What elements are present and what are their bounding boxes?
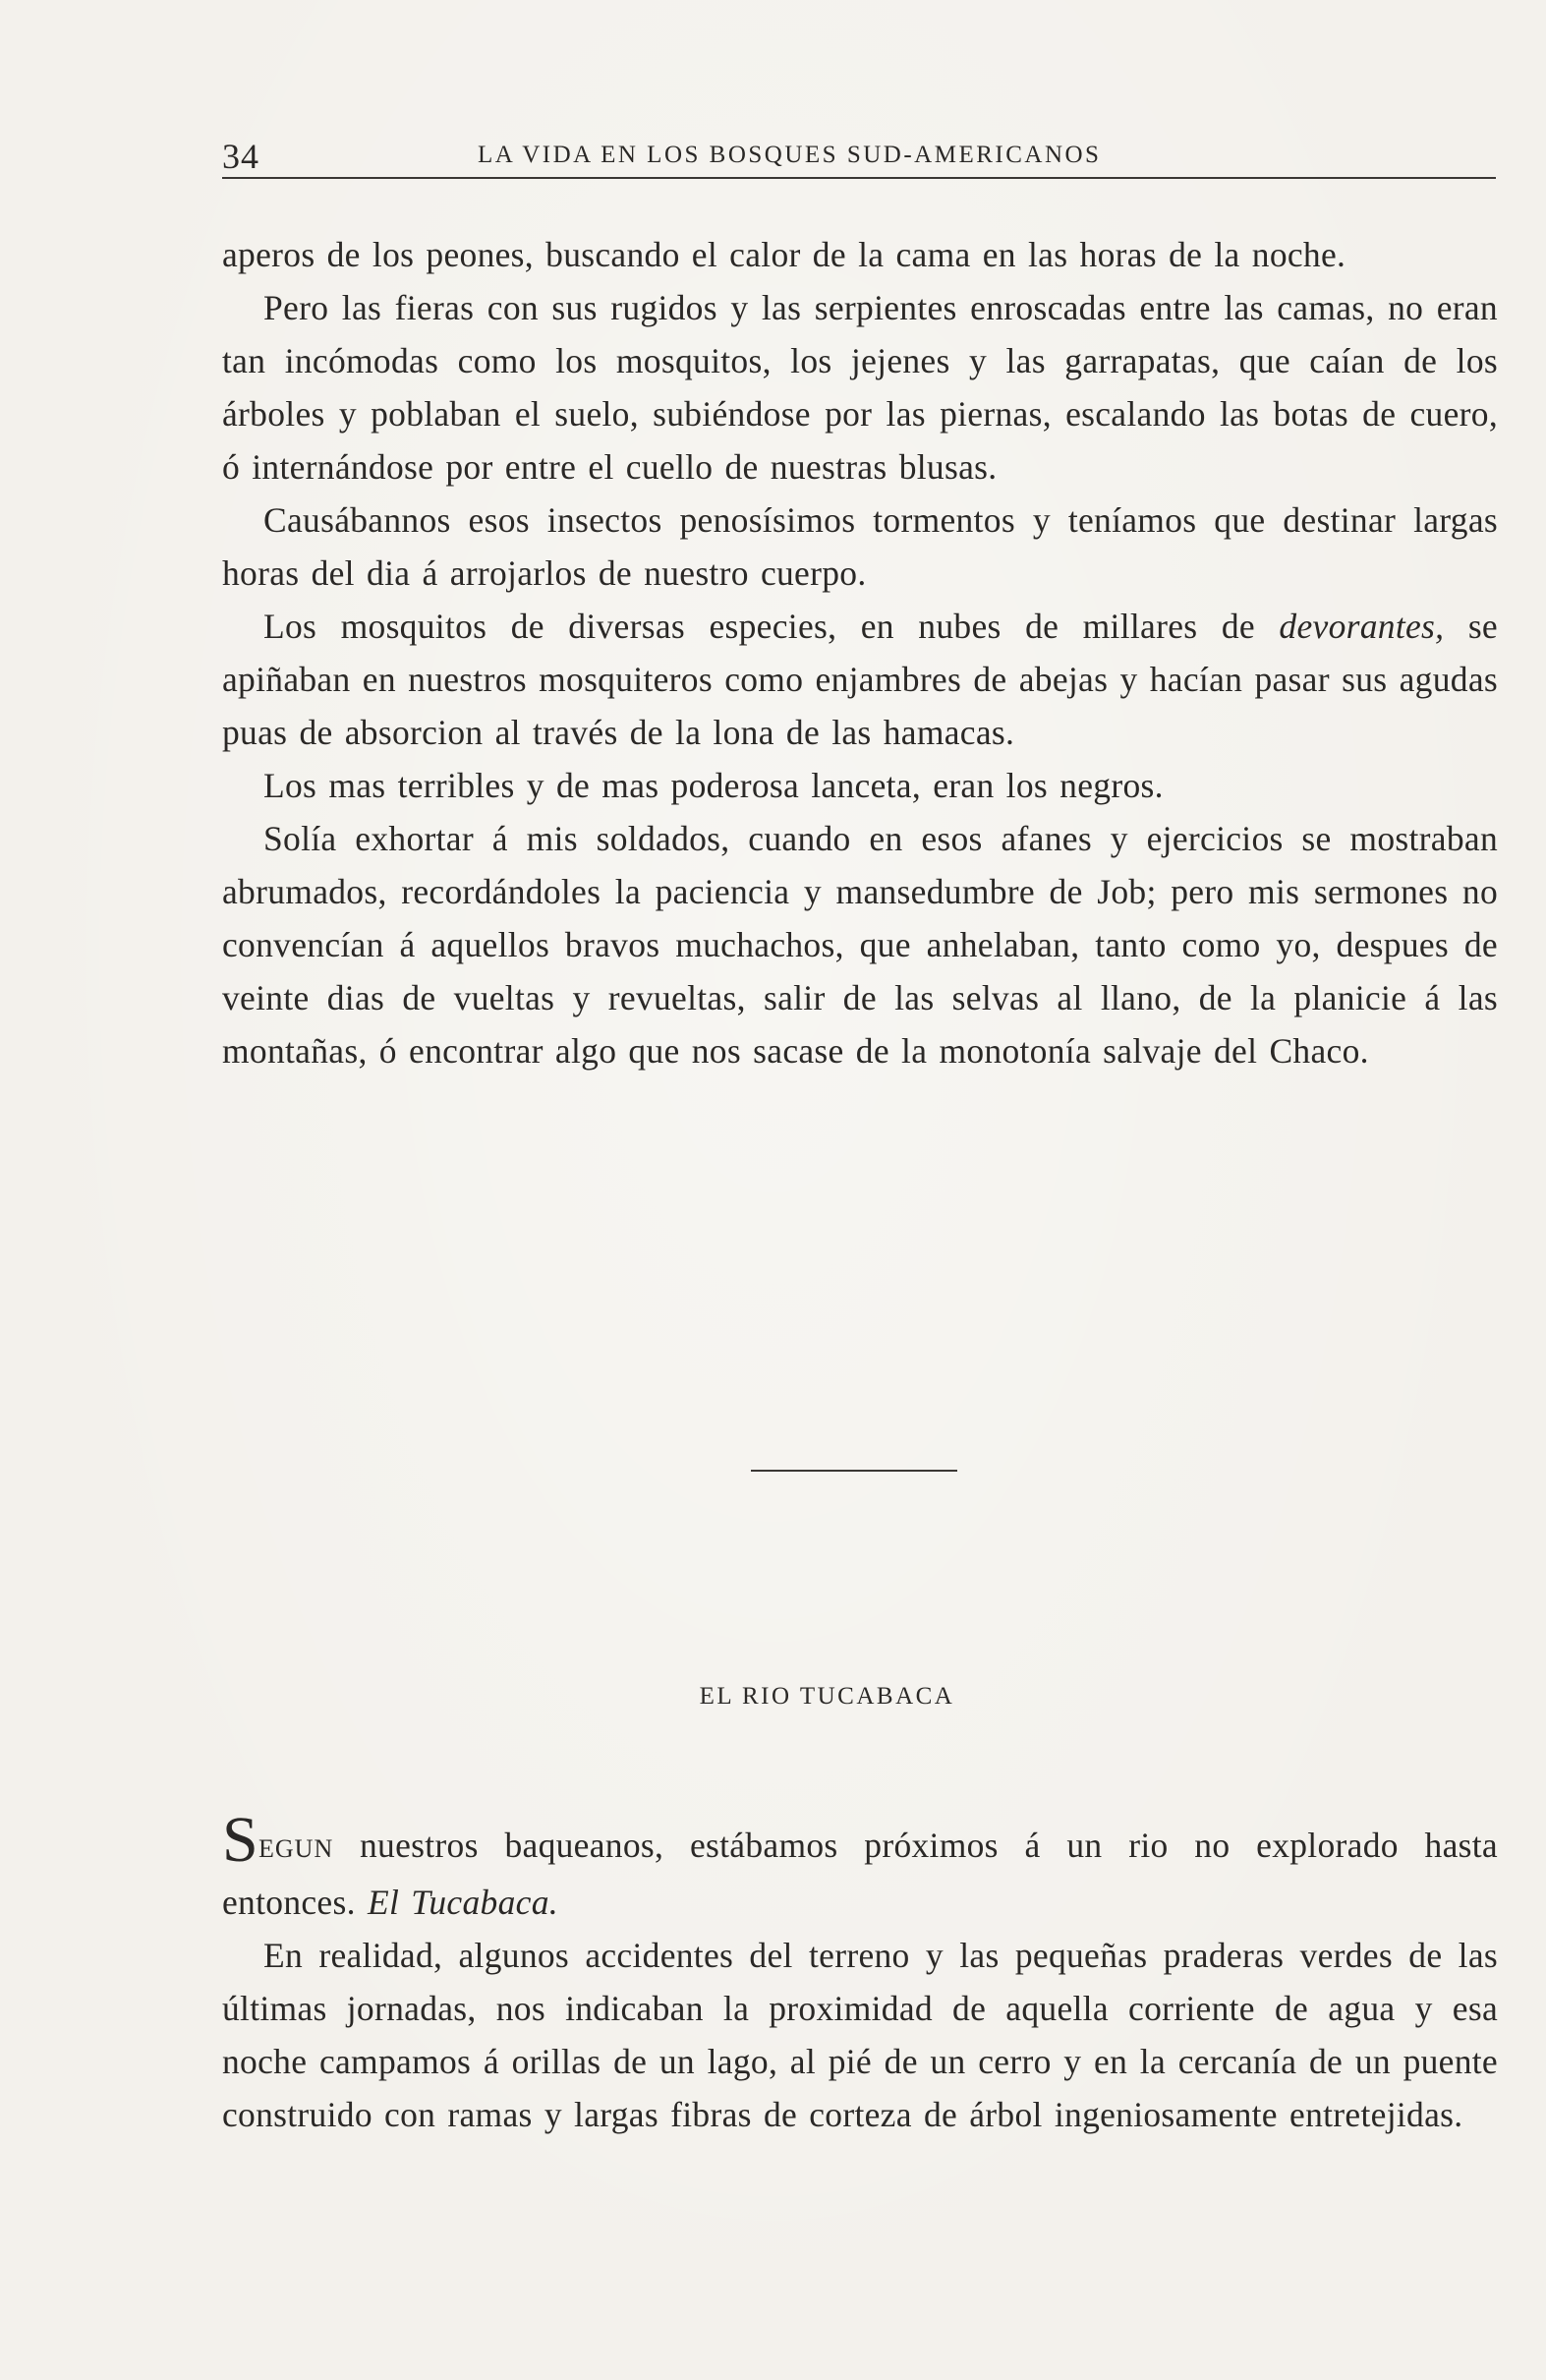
paragraph-4-italic: devorantes, [1279, 607, 1445, 646]
section-paragraph-1-italic: El Tucabaca. [367, 1883, 558, 1922]
running-header [222, 130, 1496, 179]
paragraph-4-end: se apiñaban en nuestros mosquiteros como enjambres de abejas y hacían pasar sus agudas puas de absorcion al través de la lona de las hamacas. [222, 607, 1498, 752]
section-text [222, 1804, 1498, 2141]
drop-cap: S [222, 1804, 259, 1876]
paragraph-6: Solía exhortar á mis soldados, cuando en esos afanes y ejercicios se mostraban abrumados, recordándoles la paciencia y mansedumbre de Job; pero mis sermones no convencían á aquellos bravos muchachos, que anhelaban, tanto como yo, despues de veinte dias de vueltas y revueltas, salir de las selvas al llano, de la planicie á las montañas, ó encontrar algo que nos sacase de la monotonía salvaje del Chaco. [222, 819, 1498, 1071]
page-number: 34 [222, 137, 259, 176]
section-paragraph-2: En realidad, algunos accidentes del terreno y las pequeñas praderas verdes de las últimas jornadas, nos indicaban la proximidad de aquella corriente de agua y esa noche campamos á orillas de un lago, al pié de un cerro y en la cercanía de un puente construido con ramas y largas fibras de corteza de árbol ingeniosamente entretejidas. [222, 1936, 1498, 2134]
running-title: LA VIDA EN LOS BOSQUES SUD-AMERICANOS [478, 142, 1102, 168]
section-divider [751, 1470, 957, 1472]
section-paragraph-1 [222, 1804, 1498, 1929]
paragraph-2: Pero las fieras con sus rugidos y las serpientes enroscadas entre las camas, no eran tan incómodas como los mosquitos, los jejenes y las garrapatas, que caían de los árboles y poblaban el suelo, subiéndose por las piernas, escalando las botas de cuero, ó internándose por entre el cuello de nuestras blusas. [222, 288, 1498, 487]
section-paragraph-1-text: nuestros baqueanos, estábamos próximos á un rio no explorado hasta entonces. [222, 1826, 1498, 1922]
paragraph-1: aperos de los peones, buscando el calor de la cama en las horas de la noche. [222, 235, 1346, 274]
body-text [222, 228, 1498, 1077]
paragraph-4-start: Los mosquitos de diversas especies, en nubes de millares de [263, 607, 1255, 646]
paragraph-3: Causábannos esos insectos penosísimos tormentos y teníamos que destinar largas horas del dia á arrojarlos de nuestro cuerpo. [222, 500, 1498, 593]
paragraph-4 [222, 600, 1498, 759]
small-caps-word: EGUN [258, 1834, 334, 1863]
section-heading: EL RIO TUCABACA [699, 1683, 955, 1710]
paragraph-5: Los mas terribles y de mas poderosa lanceta, eran los negros. [263, 766, 1164, 805]
